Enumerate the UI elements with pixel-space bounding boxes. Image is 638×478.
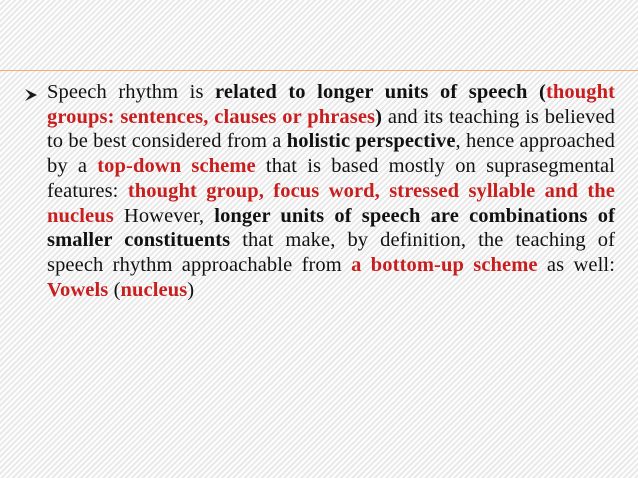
- highlighted-text-run: thought group, focus word, stressed syllable and the nucleus: [47, 179, 615, 227]
- bold-text-run: related to longer units of speech: [215, 81, 528, 103]
- highlighted-text-run: top-down scheme: [97, 155, 256, 178]
- text-run: and its teaching is believed to be best considered from a: [47, 105, 616, 153]
- bullet-paragraph: [47, 80, 615, 302]
- header-divider-line: [0, 70, 638, 71]
- bold-text-run: ): [375, 105, 383, 128]
- bold-text-run: holistic perspective: [286, 130, 456, 153]
- text-run: that make, by definition, the teaching of speech rhythm approachable from: [47, 229, 615, 276]
- text-run: as well:: [537, 253, 616, 276]
- arrow-bullet-icon: [24, 88, 38, 102]
- text-run: However,: [113, 204, 215, 227]
- text-run: that is based mostly on suprasegmental features:: [47, 155, 615, 202]
- highlighted-text-run: thought groups: sentences, clauses or phrases: [47, 81, 616, 128]
- text-run: , hence approached by a: [47, 130, 615, 178]
- text-run: (: [108, 278, 121, 301]
- text-run: ): [187, 278, 195, 301]
- bold-text-run: longer units of speech are combinations of smaller constituents: [47, 204, 616, 252]
- highlighted-text-run: Vowels: [47, 278, 109, 301]
- highlighted-text-run: nucleus: [120, 278, 188, 301]
- highlighted-text-run: a bottom-up scheme: [351, 253, 538, 276]
- text-run: Speech rhythm is: [47, 81, 216, 103]
- bold-text-run: (: [527, 81, 546, 103]
